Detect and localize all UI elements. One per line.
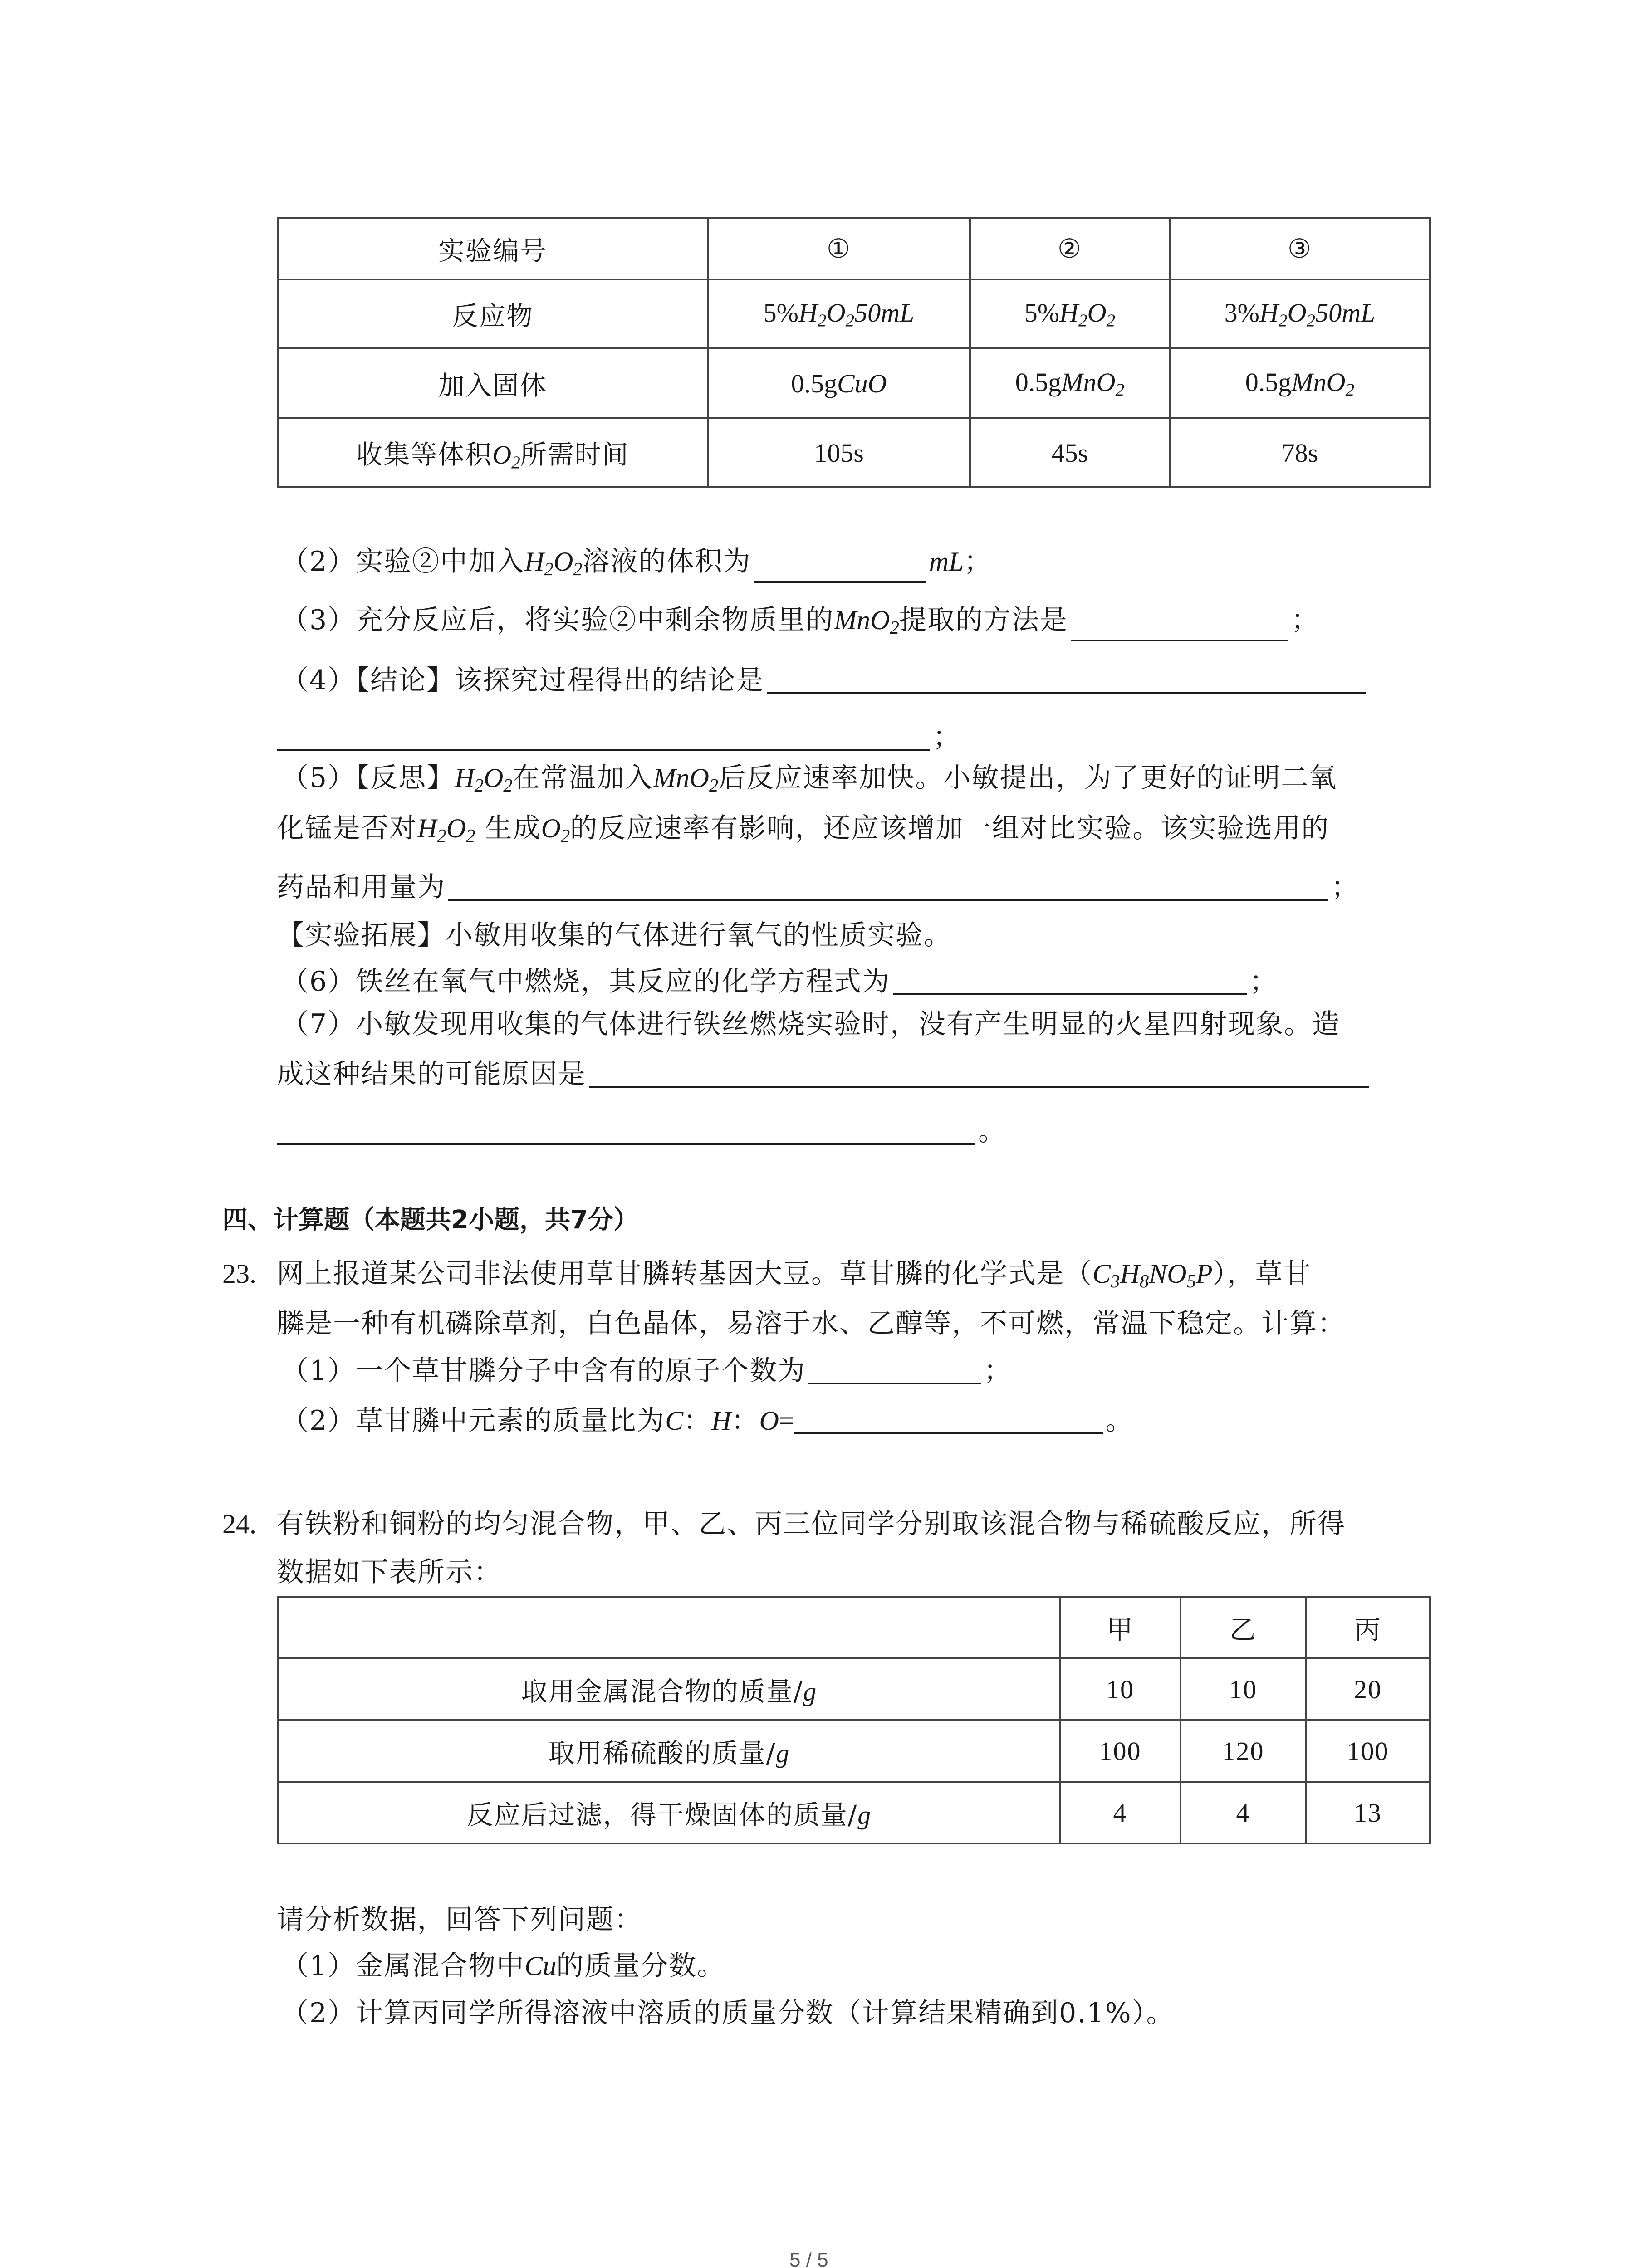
formula-cuo: CuO [837, 369, 887, 398]
formula-h2o2: $H_2O_2$ [1059, 298, 1116, 330]
table-cell [1170, 348, 1430, 418]
question-7-line-3: 。 [277, 1118, 1006, 1145]
answer-blank[interactable] [589, 1062, 1369, 1088]
formula-h2o2: $H_2O_250mL$ [1259, 298, 1376, 330]
table-cell: 105s [708, 418, 970, 487]
table-cell: 45s [970, 418, 1170, 487]
question-24: 24. 有铁粉和铜粉的均匀混合物，甲、乙、丙三位同学分别取该混合物与稀硫酸反应，所得 [222, 1508, 1346, 1540]
table-header-cell [278, 1597, 1060, 1658]
table-header-cell: 丙 [1306, 1597, 1430, 1658]
table-cell: 4 [1060, 1782, 1181, 1843]
table-row [278, 1782, 1430, 1843]
table-cell: 100 [1060, 1720, 1181, 1782]
table-cell: 4 [1181, 1782, 1306, 1843]
question-24-part-1: （1）金属混合物中Cu的质量分数。 [281, 1950, 725, 1982]
question-24-line-2: 数据如下表所示： [277, 1556, 502, 1588]
table-cell [708, 348, 970, 418]
question-7: （7）小敏发现用收集的气体进行铁丝燃烧实验时，没有产生明显的火星四射现象。造 [281, 1008, 1341, 1040]
table-cell [1170, 279, 1430, 348]
table-row [278, 348, 1430, 418]
question-24-part-2: （2）计算丙同学所得溶液中溶质的质量分数（计算结果精确到0.1%）。 [281, 1997, 1175, 2029]
table-cell: 100 [1306, 1720, 1430, 1782]
experiment-expansion: 【实验拓展】小敏用收集的气体进行氧气的性质实验。 [277, 919, 952, 951]
table-row [278, 218, 1430, 279]
table-row [278, 418, 1430, 487]
question-3: （3）充分反应后，将实验②中剩余物质里的MnO$_2$提取的方法是 ； [281, 606, 1319, 634]
table-cell: 78s [1170, 418, 1430, 487]
cell-text: 0.5g [1015, 367, 1062, 397]
row-label: 反应后过滤，得干燥固体的质量/g [278, 1782, 1060, 1843]
table-header-cell: 乙 [1181, 1597, 1306, 1658]
table-cell: 10 [1060, 1658, 1181, 1720]
table-header-cell: 甲 [1060, 1597, 1181, 1658]
question-23-part-2: （2）草甘膦中元素的质量比为C：H：O= 。 [281, 1405, 1134, 1437]
question-2: （2）实验②中加入$H_2O_2$溶液的体积为 mL； [281, 548, 992, 575]
table-cell [970, 279, 1170, 348]
cell-text: 3% [1224, 298, 1259, 328]
answer-blank[interactable] [448, 875, 1328, 901]
reactant-label: 反应物 [278, 279, 708, 348]
cell-text: 5% [763, 298, 798, 328]
cell-text: 0.5g [1245, 367, 1292, 397]
table-row [278, 1720, 1430, 1782]
question-4-continued: ； [277, 723, 961, 751]
table-cell: 10 [1181, 1658, 1306, 1720]
answer-blank[interactable] [767, 669, 1366, 694]
question-7-line-2: 成这种结果的可能原因是 [277, 1061, 1372, 1088]
formula-mno2: MnO$_2$ [1061, 367, 1125, 400]
answer-blank[interactable] [277, 725, 930, 751]
table-cell: 120 [1181, 1720, 1306, 1782]
table-cell [708, 279, 970, 348]
answer-blank[interactable] [1071, 616, 1288, 641]
section-heading: 四、计算题（本题共2小题，共7分） [222, 1205, 639, 1235]
cell-text: 0.5g [791, 369, 837, 398]
table-cell: 13 [1306, 1782, 1430, 1843]
question-23-part-1: （1）一个草甘膦分子中含有的原子个数为 ； [281, 1355, 1012, 1387]
formula-h2o2: $H_2O_250mL$ [798, 298, 915, 330]
table-cell [970, 348, 1170, 418]
question-23-line-2: 膦是一种有机磷除草剂，白色晶体，易溶于水、乙醇等，不可燃，常温下稳定。计算： [277, 1308, 1346, 1339]
table-header-cell: 实验编号 [278, 218, 708, 279]
answer-blank[interactable] [277, 1119, 975, 1145]
table-row [278, 1597, 1430, 1658]
question-23: 23. 网上报道某公司非法使用草甘膦转基因大豆。草甘膦的化学式是$(C_3H_8NO_5P)$，草甘 [222, 1258, 1312, 1292]
table-cell: 20 [1306, 1658, 1430, 1720]
question-4: （4）【结论】该探究过程得出的结论是 [281, 667, 1368, 694]
table-row [278, 1658, 1430, 1720]
table-header-cell: ③ [1170, 218, 1430, 279]
table-header-cell: ① [708, 218, 970, 279]
answer-blank[interactable] [893, 970, 1247, 995]
table-header-cell: ② [970, 218, 1170, 279]
data-table [277, 1596, 1431, 1844]
question-5-line-2: 化锰是否对$H_2O_2$ 生成$O_2$的反应速率有影响，还应该增加一组对比实验。该实验选用的 [277, 812, 1330, 846]
question-6: （6）铁丝在氧气中燃烧，其反应的化学方程式为 ； [281, 966, 1278, 997]
solid-label: 加入固体 [278, 348, 708, 418]
analyze-prompt: 请分析数据，回答下列问题： [277, 1904, 642, 1936]
answer-blank[interactable] [808, 1359, 981, 1384]
formula-mno2: MnO$_2$ [1291, 367, 1355, 400]
question-5-line-3: 药品和用量为 ； [277, 871, 1359, 903]
row-label: 取用金属混合物的质量/g [278, 1658, 1060, 1720]
cell-text: 5% [1024, 298, 1060, 328]
question-5: （5）【反思】$H_2O_2$在常温加入MnO$_2$后反应速率加快。小敏提出，为了更好的证明二氧 [281, 762, 1337, 796]
answer-blank[interactable] [754, 557, 926, 583]
time-label: 收集等体积$O_2$所需时间 [278, 418, 708, 487]
answer-blank[interactable] [794, 1409, 1103, 1434]
row-label: 取用稀硫酸的质量/g [278, 1720, 1060, 1782]
table-row [278, 279, 1430, 348]
page-number: 5 / 5 [789, 2249, 828, 2268]
experiment-table [277, 217, 1431, 488]
